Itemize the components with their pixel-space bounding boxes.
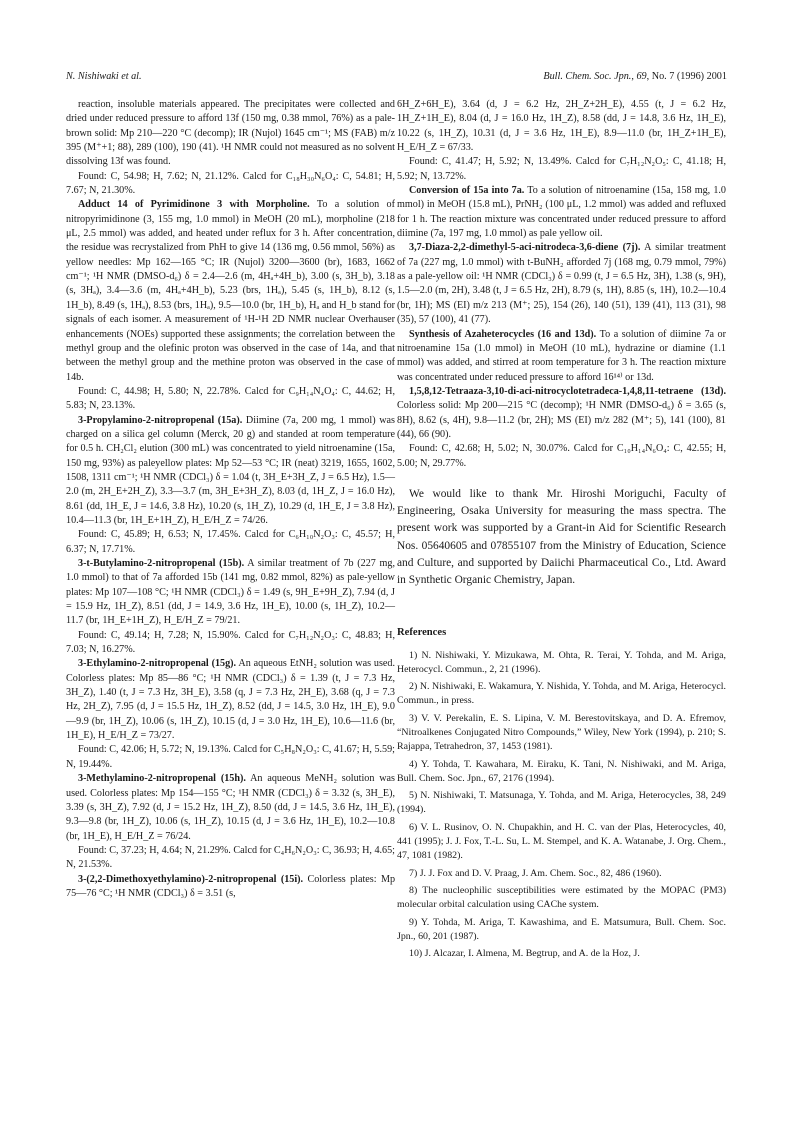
section-heading: 3,7-Diaza-2,2-dimethyl-5-aci-nitrodeca-3,6-diene (7j). — [409, 242, 641, 254]
section-heading: 3-(2,2-Dimethoxyethylamino)-2-nitropropenal (15i). — [78, 873, 304, 885]
reference-item: 2) N. Nishiwaki, E. Wakamura, Y. Nishida, Y. Tohda, and M. Ariga, Heterocycl. Commun., in press. — [397, 681, 726, 707]
paragraph-text: An aqueous EtNH₂ solution was used. Colorless plates: Mp 85—86 °C; ¹H NMR (CDCl₃) δ = 1.39 (t, J = 7.3 Hz, 3H_Z), 1.40 (t, J = 7.3 Hz, 3H_E), 3.58 (q, J = 7.3 Hz, 2H_E), 3.68 (q, J = 7.3 Hz, 2H_Z), 7.95 (d, J = 15.5 Hz, 1H_Z), 8.52 (dd, J = 14.5, 3.0 Hz, 1H_E), 9.0—9.9 (br, 1H_Z), 10.06 (s, 1H_Z), 10.15 (d, J = 3.0 Hz, 1H_E), 10.6—11.6 (br, 1H_E), H_E/H_Z = 73/27. — [66, 658, 395, 742]
paragraph — [397, 241, 726, 327]
right-column — [397, 98, 726, 964]
reference-item: 3) V. V. Perekalin, E. S. Lipina, V. M. Berestovitskaya, and D. A. Efremov, “Nitroalkenes Conjugated Nitro Compounds,” Wiley, New York (1994), p. 210; S. Rajappa, Tetrahedron, 37, 1453 (1981). — [397, 712, 726, 753]
paragraph — [397, 328, 726, 385]
paragraph-text: To a solution of diimine 7a or nitroenamine 15a (1.0 mmol) in MeOH (10 mL), hydrazine or diamine (1.1 mmol) was added, and stirred at room temperature for 3 h. The reaction mixture was concentrated under reduced pressure to afford 16¹⁴⁾ or 13d. — [397, 328, 726, 383]
section-heading: Conversion of 15a into 7a. — [409, 185, 525, 197]
paragraph-text: An aqueous MeNH₂ solution was used. Colorless plates: Mp 154—155 °C; ¹H NMR (CDCl₃) δ = 3.32 (s, 3H_E), 3.39 (s, 3H_Z), 7.92 (d, J = 15.2 Hz, 1H_Z), 8.50 (dd, J = 14.5, 3.6 Hz, 1H_E), 9.3—9.8 (br, 1H_Z), 10.06 (s, 1H_Z), 10.15 (d, J = 3.6 Hz, 1H_E), 10.2—10.8 (br, 1H_E), H_E/H_Z = 76/24. — [66, 773, 395, 842]
paragraph-text: reaction, insoluble materials appeared. The precipitates were collected and dried under reduced pressure to afford 13f (150 mg, 0.38 mmol, 76%) as a pale-brown solid: Mp 210—220 °C (decomp); IR (Nujol) 1645 cm⁻¹; MS (FAB) m/z 395 (M⁺+1; 88), 289 (100), 190 (41). ¹H NMR could not measured as no solvent dissolving 13f was found. — [66, 99, 395, 168]
reference-item: 9) Y. Tohda, M. Ariga, T. Kawashima, and E. Matsumura, Bull. Chem. Soc. Jpn., 60, 201 (1987). — [397, 916, 726, 942]
paragraph-text: Colorless solid: Mp 200—215 °C (decomp); ¹H NMR (DMSO-d₆) δ = 3.65 (s, 8H), 8.62 (s, 4H), 9.8—11.2 (br, 2H); MS (EI) m/z 282 (M⁺; 5), 141 (100), 81 (44), 66 (90). — [397, 400, 726, 440]
paragraph — [66, 873, 395, 902]
paragraph — [66, 98, 395, 170]
paragraph — [397, 184, 726, 241]
paragraph-text: To a solution of nitropyrimidinone (3, 155 mg, 1.0 mmol) in MeOH (20 mL), morpholine (218 μL, 2.5 mmol) was added, and heated under reflux for 3 h. After concentration, the residue was recrystalized from PhH to give 14 (136 mg, 0.56 mmol, 56%) as yellow needles: Mp 162—165 °C; IR (Nujol) 3200—3600 (br), 1683, 1662 cm⁻¹; ¹H NMR (DMSO-d₆) δ = 2.4—2.6 (m, 4Hₐ+4H_b), 3.00 (s, 3H_b), 3.18 (s, 3Hₐ), 3.4—3.6 (m, 4Hₐ+4H_b), 5.23 (brs, 1Hₐ), 5.45 (s, 1H_b), 8.12 (s, 1H_b), 8.49 (s, 1Hₐ), 8.53 (brs, 1Hₐ), 9.5—10.0 (br, 1H_b), Hₐ and H_b stand for signals of each isomer. A measurement of ¹H-¹H 2D NMR nuclear Overhauser enhancements (NOEs) supported these assignments; the correlation between the methyl group and the olefinic proton was observed in the case of 14a, and that between the methyl group and the methine proton was observed in the case of 14b. — [66, 199, 395, 383]
section-heading: 3-Methylamino-2-nitropropenal (15h). — [78, 773, 246, 785]
reference-item: 1) N. Nishiwaki, Y. Mizukawa, M. Ohta, R. Terai, Y. Tohda, and M. Ariga, Heterocycl. Commun., 2, 21 (1996). — [397, 649, 726, 675]
paragraph-text: Found: C, 54.98; H, 7.62; N, 21.12%. Calcd for C₁₈H₃₀N₆O₄: C, 54.81; H, 7.67; N, 21.30%. — [66, 170, 395, 197]
paragraph-text: Found: C, 42.06; H, 5.72; N, 19.13%. Calcd for C₅H₈N₂O₃: C, 41.67; H, 5.59; N, 19.44%. — [66, 744, 395, 770]
paragraph — [66, 414, 395, 529]
paragraph — [397, 155, 726, 184]
paragraph — [66, 657, 395, 743]
reference-item: 8) The nucleophilic susceptibilities were estimated by the MOPAC (PM3) molecular orbital calculation using CAChe system. — [397, 884, 726, 911]
paragraph — [66, 844, 395, 873]
section-heading: 3-Propylamino-2-nitropropenal (15a). — [78, 414, 243, 426]
section-heading: 1,5,8,12-Tetraaza-3,10-di-aci-nitrocyclotetradeca-1,4,8,11-tetraene (13d). — [409, 385, 726, 397]
header-volume: 69 — [636, 71, 647, 82]
paragraph-text: Found: C, 45.89; H, 6.53; N, 17.45%. Calcd for C₆H₁₀N₂O₃: C, 45.57; H, 6.37; N, 17.71%. — [66, 529, 395, 555]
experimental-continued — [397, 98, 726, 471]
paragraph-text: 6H_Z+6H_E), 3.64 (d, J = 6.2 Hz, 2H_Z+2H_E), 4.55 (t, J = 6.2 Hz, 1H_Z+1H_E), 8.04 (d, J = 16.0 Hz, 1H_Z), 8.58 (dd, J = 14.8, 3.6 Hz, 1H_E), 10.22 (s, 1H_Z), 10.31 (d, J = 3.6 Hz, 1H_E), 8.9—11.0 (br, 1H_Z+1H_E), H_E/H_Z = 67/33. — [397, 99, 726, 154]
section-heading: 3-Ethylamino-2-nitropropenal (15g). — [78, 658, 237, 670]
paragraph-text: Found: C, 42.68; H, 5.02; N, 30.07%. Calcd for C₁₀H₁₄N₆O₄: C, 42.55; H, 5.00; N, 29.77%. — [397, 443, 726, 469]
paragraph-text: Found: C, 44.98; H, 5.80; N, 22.78%. Calcd for C₉H₁₄N₄O₄: C, 44.62; H, 5.83; N, 23.13%. — [66, 385, 395, 412]
reference-item: 10) J. Alcazar, I. Almena, M. Begtrup, and A. de la Hoz, J. — [409, 948, 640, 960]
paragraph-text: Diimine (7a, 200 mg, 1 mmol) was charged on a silica gel column (Merck, 20 g) and standed at room temperature for 0.5 h. CH₂Cl₂ elution (300 mL) was concentrated to yield nitroenamine (15a, 150 mg, 93%) as paleyellow plates: Mp 52—53 °C; IR (neat) 3219, 1655, 1602, 1508, 1311 cm⁻¹; ¹H NMR (CDCl₃) δ = 1.04 (t, 3H_E+3H_Z, J = 6.5 Hz), 1.5—2.0 (m, 2H_E+2H_Z), 3.3—3.7 (m, 3H_E+3H_Z), 8.03 (d, 1H_Z, J = 16.0 Hz), 8.61 (dd, 1H_E, J = 14.6, 3.8 Hz), 10.20 (s, 1H_Z), 10.29 (d, 1H_E, J = 3.8 Hz), 10.4—11.3 (br, 1H_E+1H_Z), H_E/H_Z = 74/26. — [66, 414, 395, 526]
section-heading: Adduct 14 of Pyrimidinone 3 with Morpholine. — [78, 199, 310, 211]
paragraph — [66, 170, 395, 199]
references-list — [397, 649, 726, 962]
references-heading: References — [397, 627, 447, 639]
running-header-authors: N. Nishiwaki et al. — [66, 71, 142, 82]
paragraph-text: A similar treatment of 7b (227 mg, 1.0 mmol) to that of 7a afforded 15b (141 mg, 0.82 mmol, 82%) as pale-yellow plates: Mp 107—108 °C; ¹H NMR (CDCl₃) δ = 1.49 (s, 9H_E+9H_Z), 7.94 (d, J = 15.9 Hz, 1H_Z), 8.51 (dd, J = 14.9, 3.6 Hz, 1H_E), 10.00 (s, 1H_Z), 10.2—11.7 (br, 1H_E+1H_Z), H_E/H_Z = 79/21. — [66, 558, 395, 627]
paragraph — [66, 385, 395, 414]
paragraph — [66, 743, 395, 772]
paragraph-text: Found: C, 49.14; H, 7.28; N, 15.90%. Calcd for C₇H₁₂N₂O₃: C, 48.83; H, 7.03; N, 16.27%. — [66, 629, 395, 656]
paragraph-text: Colorless plates: Mp 75—76 °C; ¹H NMR (CDCl₃) δ = 3.51 (s, — [66, 873, 396, 899]
paragraph — [66, 528, 395, 557]
paragraph — [66, 772, 395, 844]
paragraph-text: A similar treatment of 7a (227 mg, 1.0 mmol) with t-BuNH₂ afforded 7j (168 mg, 0.79 mmol, 79%) as a pale-yellow oil: ¹H NMR (CDCl₃) δ = 0.99 (t, J = 6.5 Hz, 3H), 1.38 (s, 9H), 1.5—2.0 (m, 2H), 3.48 (t, J = 6.5 Hz, 2H), 8.79 (s, 1H), 8.85 (s, 1H), 10.2—10.4 (br, 1H); MS (EI) m/z 213 (M⁺; 25), 154 (26), 140 (51), 139 (41), 113 (31), 98 (35), 57 (100), 41 (77). — [397, 242, 726, 326]
paragraph — [66, 198, 395, 384]
paragraph — [66, 557, 395, 629]
reference-item: 5) N. Nishiwaki, T. Matsunaga, Y. Tohda, and M. Ariga, Heterocycles, 38, 249 (1994). — [397, 790, 726, 816]
paragraph-text: Found: C, 37.23; H, 4.64; N, 21.29%. Calcd for C₄H₆N₂O₃: C, 36.93; H, 4.65; N, 21.53%. — [66, 844, 395, 871]
reference-item: 4) Y. Tohda, T. Kawahara, M. Eiraku, K. Tani, N. Nishiwaki, and M. Ariga, Bull. Chem. Soc. Jpn., 67, 2176 (1994). — [397, 758, 726, 784]
paragraph — [397, 98, 726, 155]
paragraph-text: Found: C, 41.47; H, 5.92; N, 13.49%. Calcd for C₇H₁₂N₂O₅: C, 41.18; H, 5.92; N, 13.72%. — [397, 156, 726, 182]
paragraph-text: To a solution of nitroenamine (15a, 158 mg, 1.0 mmol) in MeOH (15.8 mL), PrNH₂ (100 μL, 1.2 mmol) was added and refluxed for 1 h. The reaction mixture was concentrated under reduced pressure to afford diimine (7a, 197 mg, 1.0 mmol) as pale yellow oil. — [397, 185, 726, 240]
reference-item: 6) V. L. Rusinov, O. N. Chupakhin, and H. C. van der Plas, Heterocycles, 40, 441 (1995); J. J. Fox, T.-L. Su, L. M. Stempel, and K. A. Watanabe, J. Org. Chem., 47, 1081 (1982). — [397, 821, 726, 862]
paragraph — [66, 629, 395, 658]
reference-item: 7) J. J. Fox and D. V. Praag, J. Am. Chem. Soc., 82, 486 (1960). — [409, 867, 662, 879]
paragraph — [397, 385, 726, 442]
acknowledgment: We would like to thank Mr. Hiroshi Moriguchi, Faculty of Engineering, Osaka University for measuring the mass spectra. The present work was supported by a Grant-in Aid for Scientific Research Nos. 05640605 and 07855107 from the Ministry of Education, Science and Culture, and supported by Daiichi Pharmaceutical Co., Ltd. Award in Synthetic Organic Chemistry, Japan. — [397, 487, 726, 586]
header-issue-page: , No. 7 (1996) 2001 — [646, 71, 727, 82]
left-column — [66, 98, 395, 901]
paragraph — [397, 442, 726, 471]
section-heading: 3-t-Butylamino-2-nitropropenal (15b). — [78, 558, 245, 569]
header-journal: Bull. Chem. Soc. Jpn. — [543, 71, 632, 82]
running-header-citation: Bull. Chem. Soc. Jpn., 69, No. 7 (1996) 2001 — [543, 71, 727, 82]
section-heading: Synthesis of Azaheterocycles (16 and 13d). — [409, 328, 597, 340]
